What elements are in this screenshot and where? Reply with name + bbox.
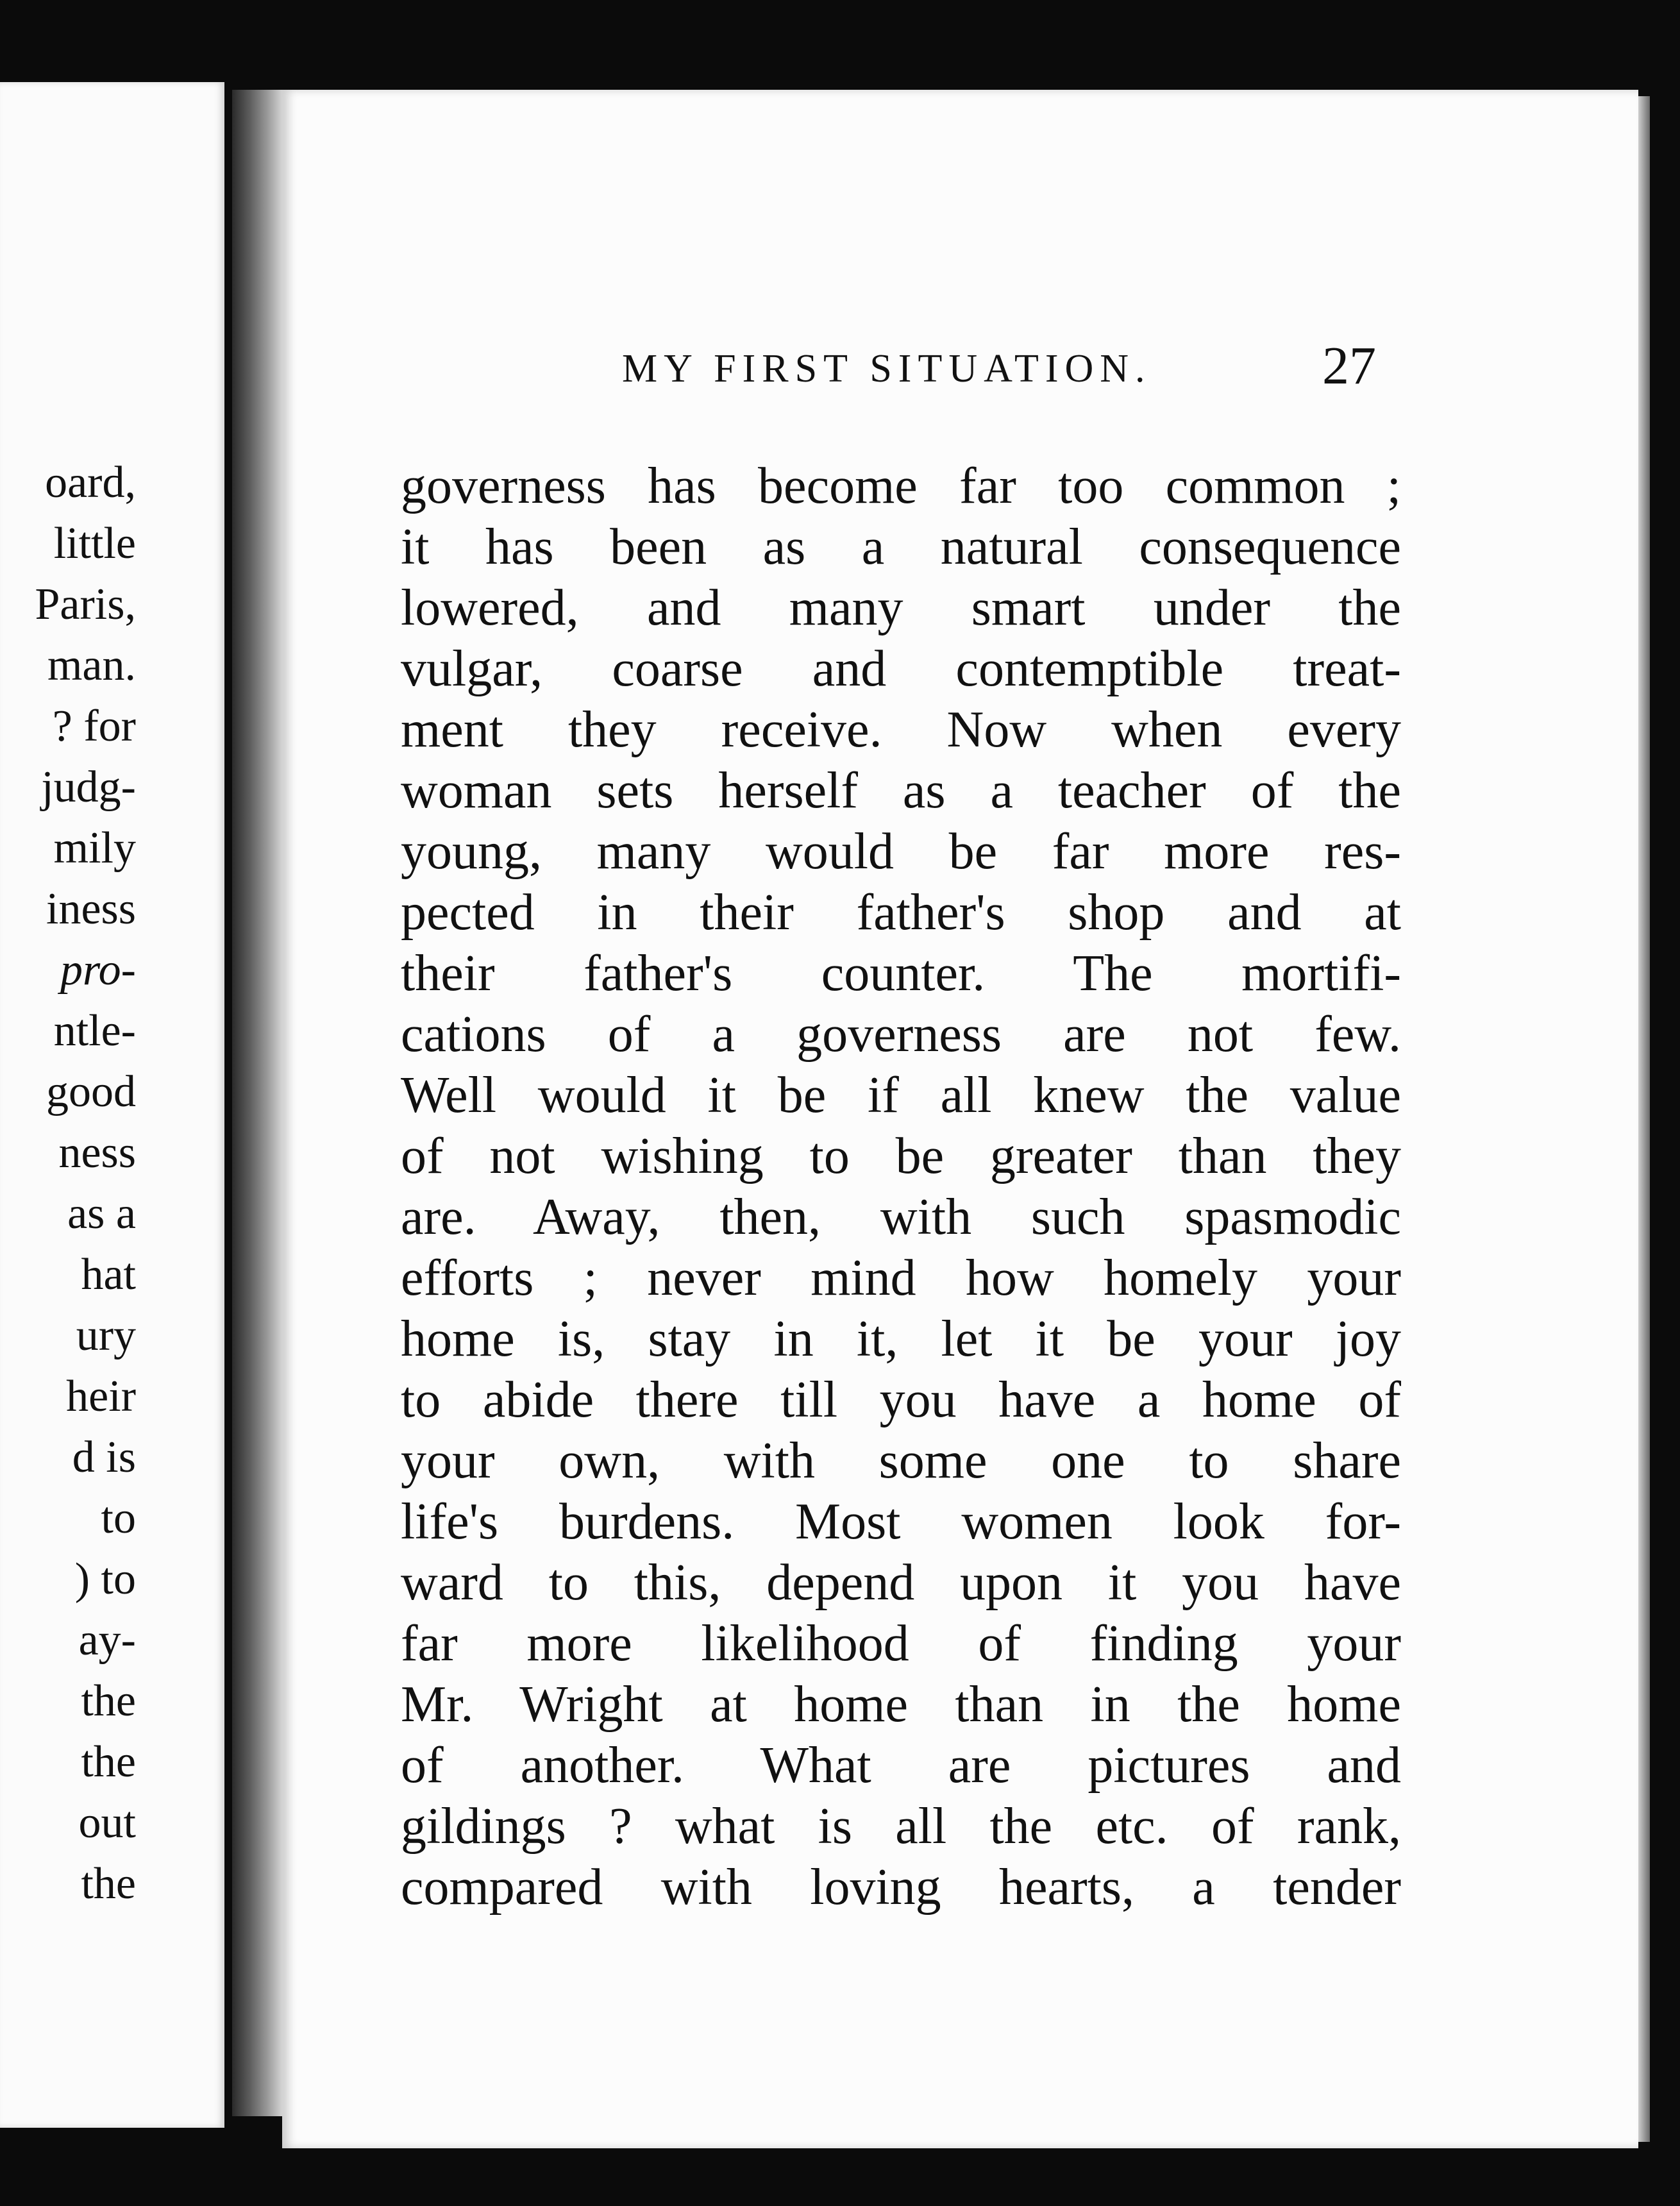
body-text-line: Mr. Wright at home than in the home — [401, 1676, 1401, 1733]
body-text-line: gildings ? what is all the etc. of rank, — [401, 1798, 1401, 1855]
body-text-line: cations of a governess are not few. — [401, 1006, 1401, 1063]
body-text-line: governess has become far too common ; — [401, 458, 1401, 514]
body-text-line: efforts ; never mind how homely your — [401, 1250, 1401, 1306]
left-page-line: little — [53, 519, 136, 568]
left-page-line: to — [101, 1494, 136, 1543]
body-text-line: it has been as a natural consequence — [401, 519, 1401, 575]
left-page-line: the — [81, 1737, 136, 1787]
left-page-line: ay- — [78, 1615, 136, 1665]
left-page-line: judg- — [41, 762, 136, 812]
left-page-line: the — [81, 1859, 136, 1908]
left-page-line: oard, — [45, 458, 136, 507]
left-page-line: ness — [58, 1128, 136, 1177]
body-text-line: your own, with some one to share — [401, 1433, 1401, 1489]
left-page-line: pro- — [60, 945, 136, 995]
page-number: 27 — [1322, 336, 1376, 396]
left-page-line: out — [78, 1798, 136, 1848]
body-text-line: pected in their father's shop and at — [401, 884, 1401, 941]
body-text-line: ment they receive. Now when every — [401, 702, 1401, 758]
body-text-line: life's burdens. Most women look for- — [401, 1494, 1401, 1550]
left-page-line: hat — [81, 1250, 136, 1299]
body-text-line: of another. What are pictures and — [401, 1737, 1401, 1794]
left-page-line: heir — [66, 1372, 136, 1421]
left-page-line: man. — [47, 641, 136, 690]
body-text-line: are. Away, then, with such spasmodic — [401, 1189, 1401, 1245]
body-text-line: home is, stay in it, let it be your joy — [401, 1311, 1401, 1367]
body-text-line: their father's counter. The mortifi- — [401, 945, 1401, 1002]
left-page-line: ntle- — [53, 1006, 136, 1056]
book-gutter-shadow — [232, 90, 283, 2116]
left-page-line: ? for — [52, 702, 136, 751]
page-edge — [1638, 96, 1650, 2142]
body-text-line: Well would it be if all knew the value — [401, 1067, 1401, 1124]
body-text-line: of not wishing to be greater than they — [401, 1128, 1401, 1184]
left-page-line: Paris, — [35, 580, 136, 629]
body-text-line: lowered, and many smart under the — [401, 580, 1401, 636]
running-head: MY FIRST SITUATION. — [622, 347, 1152, 391]
body-text-line: woman sets herself as a teacher of the — [401, 762, 1401, 819]
body-text-line: to abide there till you have a home of — [401, 1372, 1401, 1428]
left-page-line: ) to — [74, 1554, 136, 1604]
left-page-line: the — [81, 1676, 136, 1726]
body-text-line: vulgar, coarse and contemptible treat- — [401, 641, 1401, 697]
body-text-line: compared with loving hearts, a tender — [401, 1859, 1401, 1916]
body-text-line: ward to this, depend upon it you have — [401, 1554, 1401, 1611]
left-page-line: ury — [76, 1311, 136, 1360]
left-page-line: iness — [46, 884, 136, 934]
body-text-line: young, many would be far more res- — [401, 823, 1401, 880]
left-page-line: d is — [72, 1433, 136, 1482]
left-page — [0, 82, 224, 2128]
left-page-line: mily — [53, 823, 136, 873]
body-text-line: far more likelihood of finding your — [401, 1615, 1401, 1672]
left-page-line: good — [46, 1067, 136, 1116]
left-page-line: as a — [67, 1189, 136, 1238]
